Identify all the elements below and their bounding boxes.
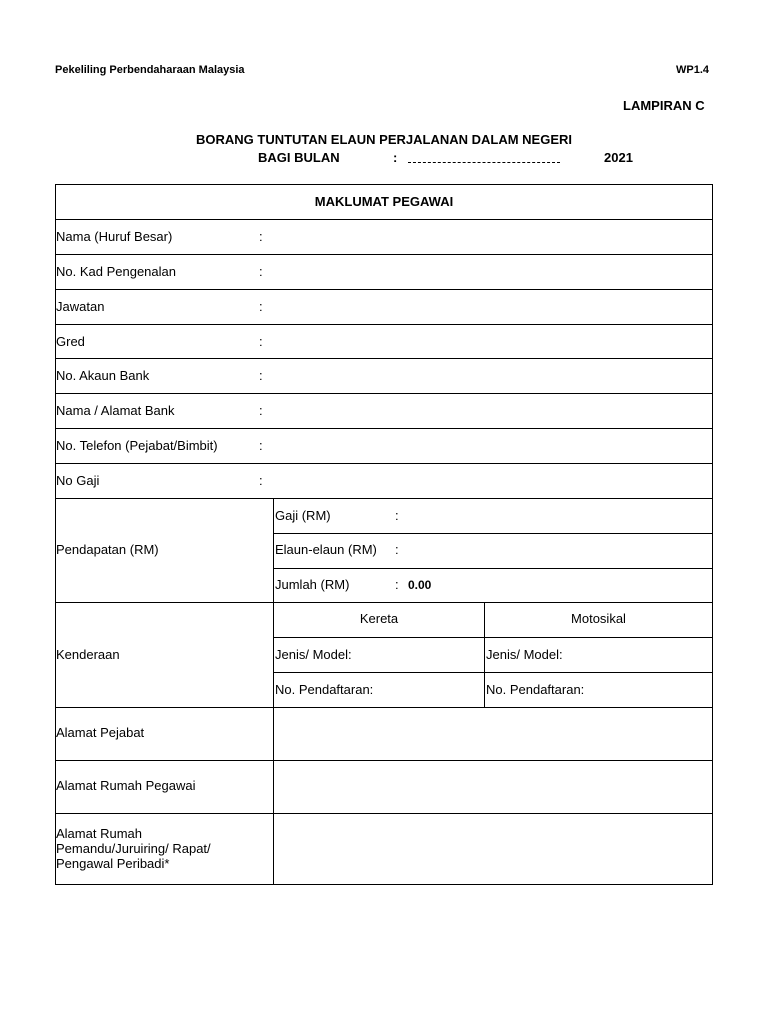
allowances-label: Elaun-elaun (RM) bbox=[275, 542, 377, 557]
field-label-bank-address: Nama / Alamat Bank bbox=[56, 403, 175, 418]
row-divider bbox=[56, 358, 712, 359]
officer-info-form bbox=[55, 184, 713, 885]
field-colon: : bbox=[395, 508, 399, 523]
row-divider bbox=[56, 289, 712, 290]
field-colon: : bbox=[259, 438, 263, 453]
form-title: BORANG TUNTUTAN ELAUN PERJALANAN DALAM NEGERI bbox=[195, 132, 573, 147]
field-label-position: Jawatan bbox=[56, 299, 105, 314]
total-value: 0.00 bbox=[408, 578, 432, 592]
form-code: WP1.4 bbox=[676, 64, 710, 76]
row-divider bbox=[56, 463, 712, 464]
staff-address-label-1: Alamat Rumah bbox=[56, 826, 142, 841]
field-colon: : bbox=[395, 577, 399, 592]
row-divider bbox=[274, 637, 712, 638]
form-year: 2021 bbox=[604, 150, 633, 165]
row-divider bbox=[56, 324, 712, 325]
field-label-grade: Gred bbox=[56, 334, 85, 349]
row-divider bbox=[56, 813, 712, 814]
salary-label: Gaji (RM) bbox=[275, 508, 331, 523]
home-address-label: Alamat Rumah Pegawai bbox=[56, 778, 196, 793]
row-divider bbox=[56, 760, 712, 761]
row-divider bbox=[56, 219, 712, 220]
section-title: MAKLUMAT PEGAWAI bbox=[314, 194, 454, 209]
row-divider bbox=[56, 254, 712, 255]
field-label-bank-account: No. Akaun Bank bbox=[56, 368, 150, 383]
month-label: BAGI BULAN bbox=[258, 150, 340, 165]
field-label-ic: No. Kad Pengenalan bbox=[56, 264, 176, 279]
month-input-line[interactable] bbox=[408, 156, 560, 163]
vehicle-label: Kenderaan bbox=[56, 647, 120, 662]
circular-name: Pekeliling Perbendaharaan Malaysia bbox=[55, 64, 245, 76]
row-divider bbox=[56, 428, 712, 429]
appendix-label: LAMPIRAN C bbox=[623, 98, 705, 113]
field-colon: : bbox=[259, 473, 263, 488]
field-label-phone: No. Telefon (Pejabat/Bimbit) bbox=[56, 438, 218, 453]
column-divider bbox=[273, 498, 274, 885]
field-label-name: Nama (Huruf Besar) bbox=[56, 229, 173, 244]
row-divider bbox=[56, 393, 712, 394]
car-header: Kereta bbox=[359, 611, 399, 626]
field-colon: : bbox=[259, 299, 263, 314]
total-label: Jumlah (RM) bbox=[275, 577, 350, 592]
staff-address-label-2: Pemandu/Juruiring/ Rapat/ bbox=[56, 841, 211, 856]
staff-address-label-3: Pengawal Peribadi* bbox=[56, 856, 170, 871]
row-divider bbox=[274, 672, 712, 673]
motorcycle-registration-label: No. Pendaftaran: bbox=[486, 682, 585, 697]
row-divider bbox=[274, 568, 712, 569]
row-divider bbox=[56, 602, 712, 603]
motorcycle-header: Motosikal bbox=[571, 611, 626, 626]
motorcycle-type-model-label: Jenis/ Model: bbox=[486, 647, 563, 662]
field-colon: : bbox=[259, 334, 263, 349]
car-type-model-label: Jenis/ Model: bbox=[275, 647, 352, 662]
row-divider bbox=[56, 707, 712, 708]
field-colon: : bbox=[259, 229, 263, 244]
office-address-label: Alamat Pejabat bbox=[56, 725, 145, 740]
field-label-salary-no: No Gaji bbox=[56, 473, 100, 488]
field-colon: : bbox=[395, 542, 399, 557]
month-colon: : bbox=[393, 150, 398, 165]
row-divider bbox=[274, 533, 712, 534]
row-divider bbox=[56, 498, 712, 499]
field-colon: : bbox=[259, 403, 263, 418]
field-colon: : bbox=[259, 368, 263, 383]
field-colon: : bbox=[259, 264, 263, 279]
income-label: Pendapatan (RM) bbox=[56, 542, 159, 557]
car-registration-label: No. Pendaftaran: bbox=[275, 682, 374, 697]
